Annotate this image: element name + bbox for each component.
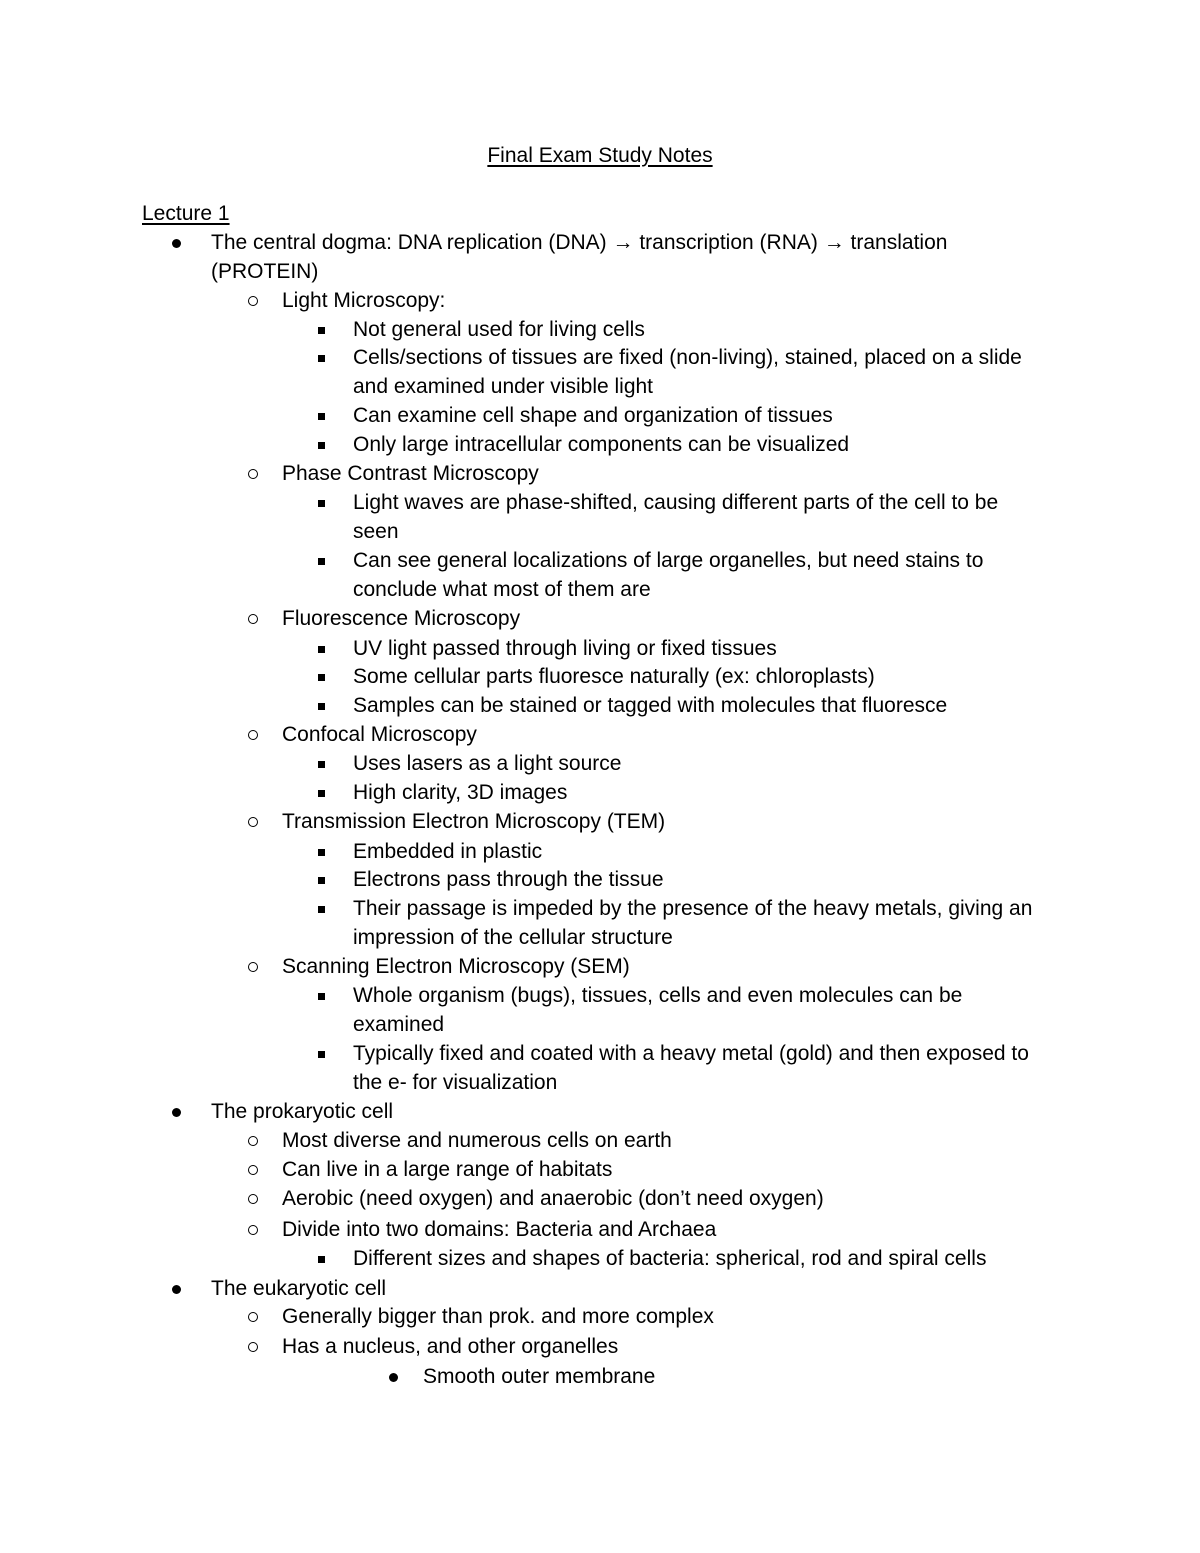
circle-bullet-icon (248, 953, 258, 981)
square-bullet-icon (318, 402, 325, 430)
outline-line: Confocal Microscopy (282, 723, 477, 746)
dot-bullet-icon (172, 1098, 181, 1126)
outline-line: Some cellular parts fluoresce naturally (ex: chloroplasts) (353, 665, 875, 688)
square-bullet-icon (318, 1245, 325, 1273)
outline-line: Generally bigger than prok. and more complex (282, 1305, 714, 1328)
square-bullet-icon (318, 750, 325, 778)
circle-bullet-icon (248, 1216, 258, 1244)
outline-line: Whole organism (bugs), tissues, cells and even molecules can be (353, 984, 963, 1007)
outline-line: Embedded in plastic (353, 840, 543, 863)
document-title: Final Exam Study Notes (487, 144, 713, 167)
square-bullet-icon (318, 895, 325, 923)
dot-bullet-icon (389, 1363, 398, 1391)
outline-line: Transmission Electron Microscopy (TEM) (282, 810, 666, 833)
circle-bullet-icon (248, 1127, 258, 1155)
square-bullet-icon (318, 1040, 325, 1068)
circle-bullet-icon (248, 721, 258, 749)
square-bullet-icon (318, 779, 325, 807)
outline-line: High clarity, 3D images (353, 781, 568, 804)
outline-line: impression of the cellular structure (353, 926, 673, 949)
outline-line: Cells/sections of tissues are fixed (non-living), stained, placed on a slide (353, 346, 1022, 369)
circle-bullet-icon (248, 808, 258, 836)
outline-line: Typically fixed and coated with a heavy metal (gold) and then exposed to (353, 1042, 1029, 1065)
outline-line: conclude what most of them are (353, 578, 651, 601)
outline-line: (PROTEIN) (211, 260, 319, 283)
circle-bullet-icon (248, 1333, 258, 1361)
dot-bullet-icon (172, 1275, 181, 1303)
outline-line: Not general used for living cells (353, 318, 645, 341)
square-bullet-icon (318, 692, 325, 720)
circle-bullet-icon (248, 1185, 258, 1213)
outline-line: UV light passed through living or fixed tissues (353, 637, 777, 660)
circle-bullet-icon (248, 605, 258, 633)
circle-bullet-icon (248, 1303, 258, 1331)
outline-line: Uses lasers as a light source (353, 752, 622, 775)
outline-line: The prokaryotic cell (211, 1100, 394, 1123)
outline-line: Smooth outer membrane (423, 1365, 656, 1388)
section-heading-lecture-1: Lecture 1 (142, 202, 230, 225)
square-bullet-icon (318, 316, 325, 344)
square-bullet-icon (318, 635, 325, 663)
outline-line: Fluorescence Microscopy (282, 607, 521, 630)
outline-line: Most diverse and numerous cells on earth (282, 1129, 672, 1152)
outline-line: Has a nucleus, and other organelles (282, 1335, 619, 1358)
outline-line: Can live in a large range of habitats (282, 1158, 613, 1181)
circle-bullet-icon (248, 460, 258, 488)
outline-line: Electrons pass through the tissue (353, 868, 664, 891)
dot-bullet-icon (172, 229, 181, 257)
outline-line: Can see general localizations of large organelles, but need stains to (353, 549, 984, 572)
outline-line: Only large intracellular components can be visualized (353, 433, 850, 456)
outline-line: The central dogma: DNA replication (DNA) → transcription (RNA) → translation (211, 231, 948, 254)
square-bullet-icon (318, 547, 325, 575)
outline-line: Light waves are phase-shifted, causing different parts of the cell to be (353, 491, 999, 514)
outline-line: Aerobic (need oxygen) and anaerobic (don’t need oxygen) (282, 1187, 824, 1210)
square-bullet-icon (318, 344, 325, 372)
outline-line: Their passage is impeded by the presence of the heavy metals, giving an (353, 897, 1033, 920)
outline-line: Can examine cell shape and organization of tissues (353, 404, 833, 427)
outline-line: The eukaryotic cell (211, 1277, 387, 1300)
square-bullet-icon (318, 838, 325, 866)
circle-bullet-icon (248, 287, 258, 315)
outline-line: seen (353, 520, 399, 543)
square-bullet-icon (318, 489, 325, 517)
outline-line: examined (353, 1013, 445, 1036)
square-bullet-icon (318, 431, 325, 459)
square-bullet-icon (318, 663, 325, 691)
outline-line: Different sizes and shapes of bacteria: spherical, rod and spiral cells (353, 1247, 987, 1270)
outline-line: Light Microscopy: (282, 289, 446, 312)
circle-bullet-icon (248, 1156, 258, 1184)
outline-line: the e- for visualization (353, 1071, 558, 1094)
outline-line: Scanning Electron Microscopy (SEM) (282, 955, 630, 978)
outline-line: Samples can be stained or tagged with molecules that fluoresce (353, 694, 948, 717)
outline-line: and examined under visible light (353, 375, 654, 398)
outline-line: Phase Contrast Microscopy (282, 462, 539, 485)
square-bullet-icon (318, 866, 325, 894)
square-bullet-icon (318, 982, 325, 1010)
outline-line: Divide into two domains: Bacteria and Archaea (282, 1218, 717, 1241)
